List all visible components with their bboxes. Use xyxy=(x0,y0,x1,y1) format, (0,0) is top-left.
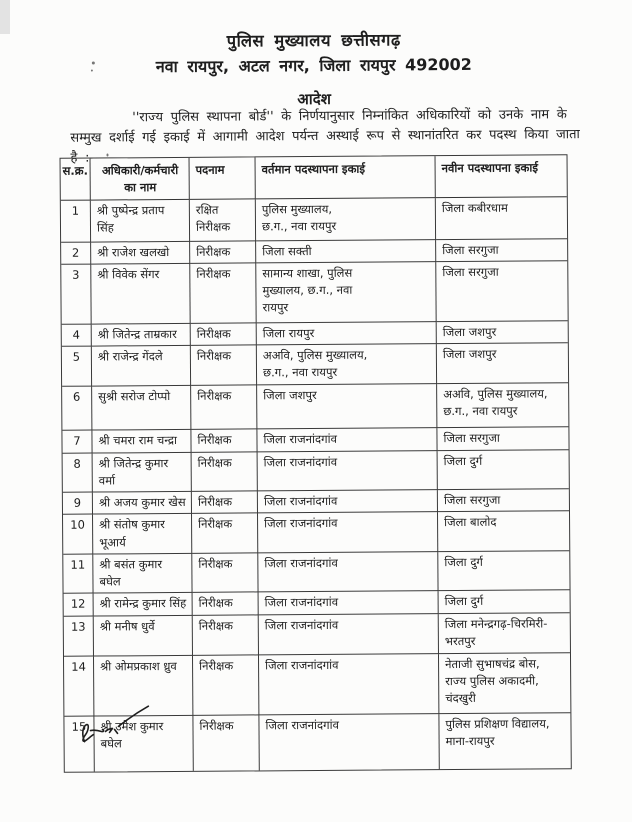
scan-speck xyxy=(106,153,108,156)
header-designation: पदनाम xyxy=(190,157,256,199)
cell-current-unit: जिला जशपुर xyxy=(257,384,437,429)
order-heading: आदेश xyxy=(297,89,331,109)
cell-serial: 1 xyxy=(61,200,91,242)
cell-serial: 5 xyxy=(62,347,92,387)
cell-officer-name: श्री विवेक सेंगर xyxy=(91,264,190,325)
cell-officer-name: श्री ओमप्रकाश ध्रुव xyxy=(94,655,193,716)
cell-new-unit: जिला सरगुजा xyxy=(436,261,567,322)
cell-current-unit: पुलिस मुख्यालय, छ.ग., नवा रायपुर xyxy=(256,198,436,241)
cell-designation: रक्षित निरीक्षक xyxy=(190,199,256,241)
table-row xyxy=(61,197,567,243)
cell-designation: निरीक्षक xyxy=(192,553,258,593)
cell-current-unit: जिला राजनांदगांव xyxy=(259,654,439,715)
table-row xyxy=(63,511,569,554)
cell-officer-name: श्री बसंत कुमार बघेल xyxy=(93,554,192,594)
cell-serial: 12 xyxy=(64,594,94,616)
cell-serial: 14 xyxy=(64,656,94,716)
cell-serial: 9 xyxy=(63,493,93,515)
cell-current-unit: जिला राजनांदगांव xyxy=(259,714,439,770)
cell-new-unit: अअवि, पुलिस मुख्यालय, छ.ग., नवा रायपुर xyxy=(437,383,568,428)
intro-line: ''राज्य पुलिस स्थापना बोर्ड'' के निर्णयानुसार निम्नांकित अधिकारियों को उनके नाम के xyxy=(132,107,567,126)
cell-current-unit: जिला रायपुर xyxy=(257,322,437,346)
cell-officer-name: श्री संतोष कुमार भूआर्य xyxy=(93,514,192,554)
cell-designation: निरीक्षक xyxy=(192,514,258,554)
table-row xyxy=(63,551,569,594)
cell-new-unit: जिला मनेन्द्रगढ़-चिरमिरी- भरतपुर xyxy=(439,613,570,654)
table-row xyxy=(63,450,569,493)
table-header-row xyxy=(61,155,567,200)
scan-speck xyxy=(92,62,95,65)
cell-serial: 8 xyxy=(63,453,93,493)
cell-officer-name: श्री अजय कुमार खेस xyxy=(93,492,192,515)
cell-officer-name: श्री रामेन्द्र कुमार सिंह xyxy=(94,593,193,616)
cell-new-unit: जिला सरगुजा xyxy=(437,427,568,451)
cell-designation: निरीक्षक xyxy=(193,615,259,655)
cell-designation: निरीक्षक xyxy=(193,655,259,715)
cell-current-unit: जिला राजनांदगांव xyxy=(258,512,438,553)
cell-current-unit: जिला राजनांदगांव xyxy=(258,490,438,514)
cell-current-unit: जिला राजनांदगांव xyxy=(257,428,437,452)
table-body xyxy=(61,197,571,772)
header-current-unit: वर्तमान पदस्थापना इकाई xyxy=(256,156,436,199)
cell-designation: निरीक्षक xyxy=(192,452,258,492)
header-new-unit: नवीन पदस्थापना इकाई xyxy=(436,155,567,197)
table-row xyxy=(61,261,567,325)
cell-officer-name: श्री जितेन्द्र कुमार वर्मा xyxy=(93,452,192,492)
cell-new-unit: जिला दुर्ग xyxy=(438,450,569,490)
cell-new-unit: नेताजी सुभाषचंद्र बोस, राज्य पुलिस अकादमी, चंदखुरी xyxy=(439,653,570,714)
cell-new-unit: जिला कबीरधाम xyxy=(436,197,567,240)
cell-new-unit: जिला सरगुजा xyxy=(436,239,567,262)
cell-designation: निरीक्षक xyxy=(190,241,256,264)
cell-current-unit: जिला राजनांदगांव xyxy=(258,451,438,492)
table-row xyxy=(62,383,568,431)
cell-officer-name: श्री चमरा राम चन्द्रा xyxy=(92,429,191,453)
cell-current-unit: जिला राजनांदगांव xyxy=(258,552,438,593)
scan-speck xyxy=(91,70,93,72)
cell-serial: 15 xyxy=(64,716,94,771)
cell-serial: 13 xyxy=(64,616,94,656)
cell-designation: निरीक्षक xyxy=(192,491,258,514)
cell-current-unit: सामान्य शाखा, पुलिस मुख्यालय, छ.ग., नवा रायपुर xyxy=(256,262,436,323)
cell-new-unit: जिला जशपुर xyxy=(437,343,568,383)
signature xyxy=(72,703,152,754)
cell-serial: 2 xyxy=(61,242,91,264)
header-officer-name: अधिकारी/कर्मचारी का नाम xyxy=(91,158,190,200)
signature-scribble-icon xyxy=(72,703,152,754)
cell-officer-name: श्री मनीष धुर्वे xyxy=(94,615,193,656)
intro-line: सम्मुख दर्शाई गई इकाई में आगामी आदेश पर्यन्त अस्थाई रूप से स्थानांतरित कर पदस्थ किया जाता है :- xyxy=(70,127,580,166)
cell-officer-name: श्री जितेन्द्र ताम्रकार xyxy=(92,324,191,347)
cell-designation: निरीक्षक xyxy=(193,593,259,616)
cell-current-unit: अअवि, पुलिस मुख्यालय, छ.ग., नवा रायपुर xyxy=(257,344,437,385)
org-address: नवा रायपुर, अटल नगर, जिला रायपुर 492002 xyxy=(155,54,472,77)
cell-new-unit: जिला बालोद xyxy=(438,511,569,551)
cell-officer-name: श्री राजेश खलखो xyxy=(91,241,190,264)
org-name: पुलिस मुख्यालय छत्तीसगढ़ xyxy=(226,30,401,51)
cell-officer-name: श्री राजेन्द्र गेंदले xyxy=(92,346,191,386)
cell-new-unit: जिला सरगुजा xyxy=(438,489,569,512)
document-header xyxy=(0,26,630,111)
cell-serial: 3 xyxy=(61,264,91,324)
cell-new-unit: जिला दुर्ग xyxy=(439,590,570,613)
cell-designation: निरीक्षक xyxy=(191,385,257,429)
cell-serial: 6 xyxy=(62,386,92,430)
cell-serial: 4 xyxy=(62,324,92,346)
cell-new-unit: पुलिस प्रशिक्षण विद्यालय, माना-रायपुर xyxy=(445,715,550,748)
cell-designation: निरीक्षक xyxy=(191,323,257,346)
cell-officer-name: श्री पुष्पेन्द्र प्रताप सिंह xyxy=(91,199,190,242)
table-row xyxy=(64,613,570,657)
cell-new-unit: जिला दुर्ग xyxy=(438,551,569,591)
cell-designation: निरीक्षक xyxy=(191,429,257,452)
cell-current-unit: जिला राजनांदगांव xyxy=(259,614,439,655)
table-row xyxy=(62,343,568,386)
cell-designation: निरीक्षक xyxy=(191,345,257,385)
cell-officer-name: सुश्री सरोज टोप्पो xyxy=(92,385,191,430)
cell-new-unit: जिला जशपुर xyxy=(437,321,568,344)
cell-officer-name: श्री उमेश कुमार बघेल xyxy=(94,715,193,771)
header-serial: स.क्र. xyxy=(61,159,91,201)
cell-serial: 11 xyxy=(63,554,93,594)
transfer-table xyxy=(60,154,572,772)
cell-current-unit: जिला राजनांदगांव xyxy=(259,591,439,615)
cell-serial: 7 xyxy=(62,430,92,453)
cell-serial: 10 xyxy=(63,515,93,555)
cell-designation: निरीक्षक xyxy=(193,715,259,770)
cell-designation: निरीक्षक xyxy=(190,263,256,323)
cell-current-unit: जिला सक्ती xyxy=(256,240,436,264)
